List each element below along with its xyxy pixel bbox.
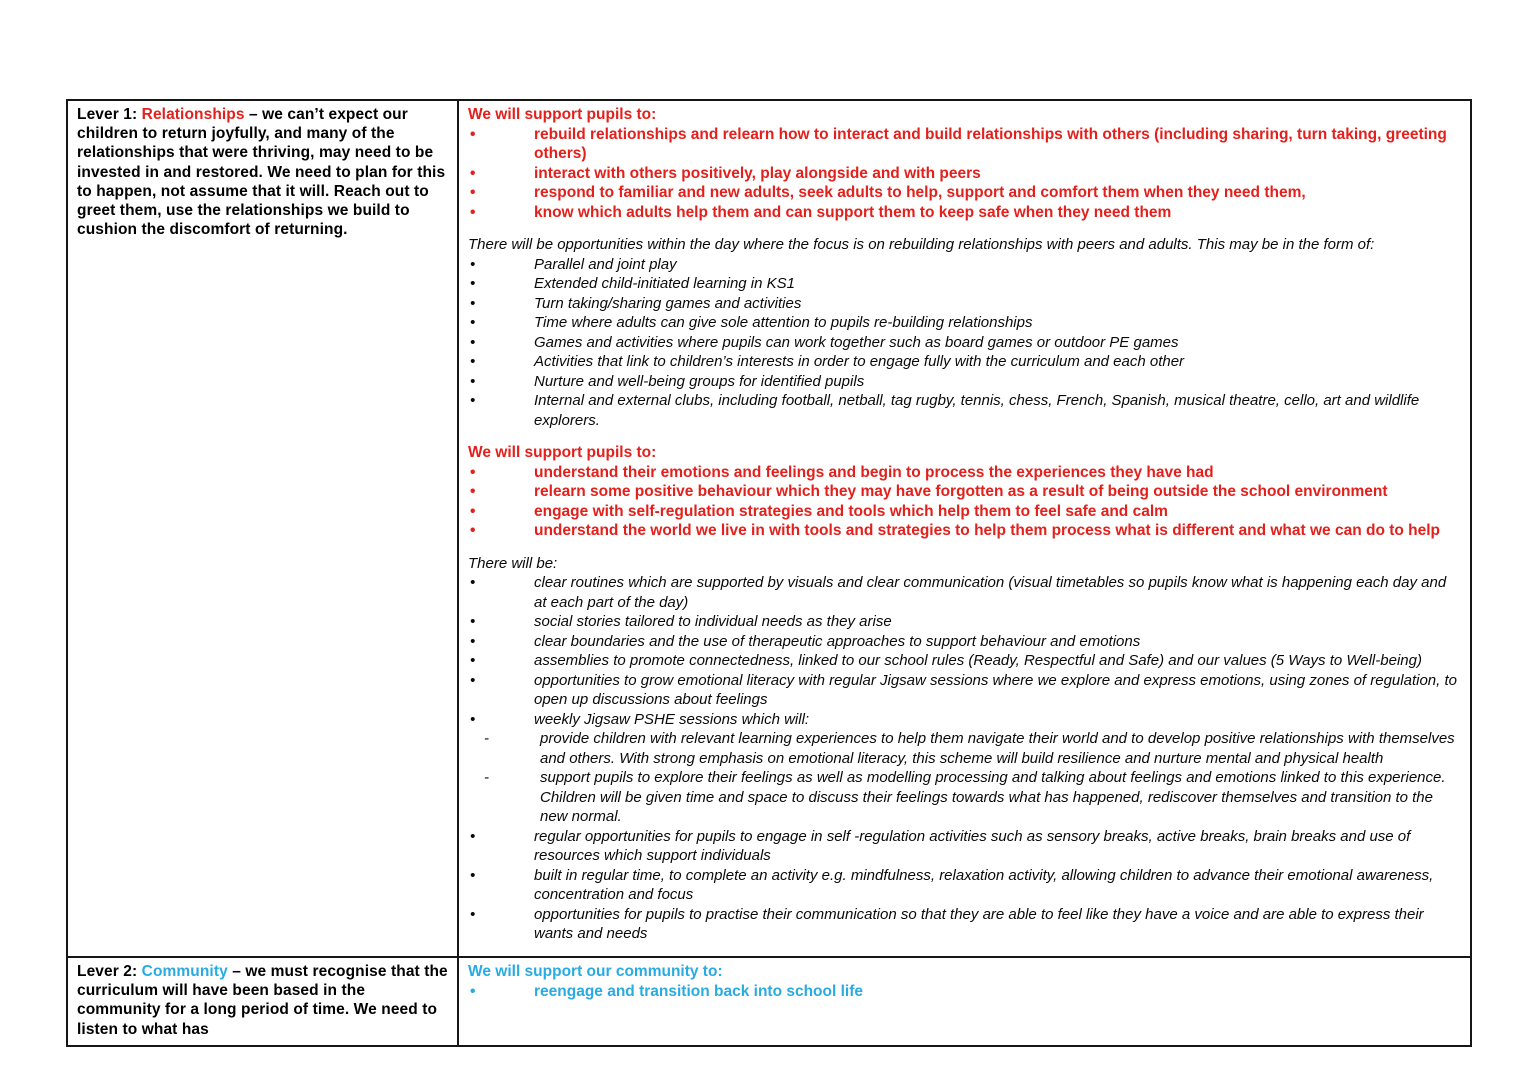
bullet-text: support pupils to explore their feelings as well as modelling processing and talking about feelings and emotions linked to this experience. Children will be given time and space to discuss their feelings towards what has happened, rediscover themselves and transition to the new normal.	[540, 769, 1446, 825]
list-item	[468, 203, 1461, 223]
bullet-icon: •	[470, 522, 476, 539]
table-row	[67, 100, 1471, 957]
lever1-detail-cell	[458, 100, 1471, 957]
lever1-paragraph	[77, 105, 448, 239]
bullet-icon: •	[470, 827, 476, 845]
bullet-icon: •	[470, 710, 476, 728]
bullet-icon: •	[470, 184, 476, 201]
lever2-cell	[67, 957, 458, 1046]
list-item	[468, 710, 1461, 730]
bullet-text: weekly Jigsaw PSHE sessions which will:	[534, 710, 810, 728]
bullet-icon: •	[470, 164, 476, 182]
bullet-icon: •	[470, 632, 476, 650]
bullet-text: assemblies to promote connectedness, linked to our school rules (Ready, Respectful and Safe) and our values (5 Ways to Well-being)	[534, 652, 1422, 669]
list-item	[468, 183, 1461, 203]
bullet-text: opportunities for pupils to practise their communication so that they are able to feel like they have a voice and are able to express their wants and needs	[534, 905, 1424, 942]
bullet-text: provide children with relevant learning experiences to help them navigate their world and to develop positive relationships with themselves and others. With strong emphasis on emotional literacy, this scheme will build resilience and nurture mental and physical health	[540, 730, 1455, 767]
bullet-text: relearn some positive behaviour which they may have forgotten as a result of being outside the school environment	[534, 483, 1388, 500]
lever2-keyword: Community	[141, 963, 228, 980]
bullet-text: Turn taking/sharing games and activities	[534, 294, 802, 312]
list-item	[468, 294, 1461, 314]
section-heading: We will support our community to:	[468, 963, 723, 980]
bullet-text: respond to familiar and new adults, seek adults to help, support and comfort them when they need them,	[534, 184, 1306, 201]
lever2-paragraph	[77, 962, 448, 1039]
bullet-icon: •	[470, 255, 476, 273]
support-pupils-section-1	[468, 105, 1461, 222]
bullet-text: Time where adults can give sole attention to pupils re-building relationships	[534, 314, 1033, 331]
list-item	[468, 827, 1461, 866]
bullet-icon: •	[470, 574, 476, 591]
bullet-icon: •	[470, 125, 476, 143]
list-item	[468, 982, 1461, 1002]
bullet-text: opportunities to grow emotional literacy with regular Jigsaw sessions where we explore and express emotions, using zones of regulation, to open up discussions about feelings	[534, 671, 1457, 708]
bullet-icon: •	[470, 982, 476, 1000]
list-item	[468, 502, 1461, 522]
bullet-text: Nurture and well-being groups for identified pupils	[534, 372, 865, 390]
bullet-text: reengage and transition back into school life	[534, 982, 864, 1000]
list-item	[468, 651, 1461, 671]
list-item	[468, 866, 1461, 905]
bullet-text: Extended child-initiated learning in KS1	[534, 275, 795, 292]
bullet-icon: •	[470, 372, 476, 390]
bullet-text: understand the world we live in with tools and strategies to help them process what is different and what we can do to help	[534, 522, 1441, 539]
there-will-be-section	[468, 554, 1461, 944]
table-row	[67, 957, 1471, 1046]
bullet-text: clear boundaries and the use of therapeutic approaches to support behaviour and emotions	[534, 632, 1141, 650]
bullet-icon: •	[470, 314, 476, 331]
bullet-icon: •	[470, 294, 476, 312]
bullet-text: social stories tailored to individual needs as they arise	[534, 613, 892, 630]
bullet-icon: •	[470, 502, 476, 520]
sub-list-item	[468, 729, 1461, 768]
lever1-cell	[67, 100, 458, 957]
list-item	[468, 482, 1461, 502]
bullet-icon: •	[470, 463, 476, 481]
sub-list-item	[468, 768, 1461, 827]
bullet-icon: •	[470, 275, 476, 292]
bullet-text: understand their emotions and feelings and begin to process the experiences they have had	[534, 463, 1214, 481]
lever1-label: Lever 1:	[77, 106, 142, 123]
bullet-icon: •	[470, 866, 476, 884]
support-pupils-section-2	[468, 443, 1461, 541]
bullet-text: Internal and external clubs, including football, netball, tag rugby, tennis, chess, French, Spanish, musical theatre, cello, art and wildlife explorers.	[534, 392, 1420, 429]
bullet-text: interact with others positively, play alongside and with peers	[534, 164, 981, 182]
opportunities-section	[468, 235, 1461, 430]
bullet-icon: •	[470, 203, 476, 221]
list-item	[468, 255, 1461, 275]
bullet-text: Activities that link to children’s interests in order to engage fully with the curriculum and each other	[534, 353, 1185, 370]
list-item	[468, 313, 1461, 333]
bullet-text: Parallel and joint play	[534, 255, 677, 273]
list-item	[468, 612, 1461, 632]
list-item	[468, 671, 1461, 710]
section-heading: We will support pupils to:	[468, 444, 657, 461]
list-item	[468, 164, 1461, 184]
bullet-icon: •	[470, 905, 476, 923]
bullet-icon: •	[470, 671, 476, 689]
bullet-icon: •	[470, 353, 476, 370]
list-item	[468, 632, 1461, 652]
list-item	[468, 391, 1461, 430]
lever2-detail-cell	[458, 957, 1471, 1046]
bullet-text: built in regular time, to complete an activity e.g. mindfulness, relaxation activity, allowing children to advance their emotional awareness, concentration and focus	[534, 866, 1434, 903]
levers-table	[66, 99, 1472, 1047]
lever1-keyword: Relationships	[141, 106, 245, 123]
list-item	[468, 125, 1461, 164]
dash-icon: -	[484, 769, 489, 786]
lever2-description: – we must recognise that the curriculum will have been based in the community for a long period of time. We need to listen to what has	[77, 963, 448, 1038]
section-intro: There will be:	[468, 554, 558, 572]
bullet-text: clear routines which are supported by visuals and clear communication (visual timetables so pupils know what is happening each day and at each part of the day)	[534, 574, 1447, 611]
section-heading: We will support pupils to:	[468, 106, 657, 123]
bullet-icon: •	[470, 333, 476, 351]
list-item	[468, 372, 1461, 392]
bullet-text: know which adults help them and can support them to keep safe when they need them	[534, 203, 1172, 221]
bullet-text: regular opportunities for pupils to engage in self -regulation activities such as sensory breaks, active breaks, brain breaks and use of resources which support individuals	[534, 827, 1411, 864]
bullet-icon: •	[470, 652, 476, 669]
lever2-label: Lever 2:	[77, 963, 142, 980]
bullet-icon: •	[470, 483, 476, 500]
section-intro: There will be opportunities within the day where the focus is on rebuilding relationships with peers and adults. This may be in the form of:	[468, 236, 1375, 253]
list-item	[468, 463, 1461, 483]
list-item	[468, 905, 1461, 944]
lever1-description: – we can’t expect our children to return joyfully, and many of the relationships that were thriving, may need to be invested in and restored. We need to plan for this to happen, not assume that it will. Reach out to greet them, use the relationships we build to cushion the discomfort of returning.	[77, 106, 446, 239]
support-community-section	[468, 962, 1461, 1001]
bullet-text: Games and activities where pupils can work together such as board games or outdoor PE games	[534, 333, 1179, 351]
list-item	[468, 352, 1461, 372]
bullet-icon: •	[470, 392, 476, 409]
list-item	[468, 521, 1461, 541]
list-item	[468, 573, 1461, 612]
bullet-text: engage with self-regulation strategies and tools which help them to feel safe and calm	[534, 502, 1168, 520]
list-item	[468, 333, 1461, 353]
bullet-icon: •	[470, 613, 476, 630]
bullet-text: rebuild relationships and relearn how to interact and build relationships with others (including sharing, turn taking, greeting others)	[534, 125, 1447, 162]
list-item	[468, 274, 1461, 294]
dash-icon: -	[484, 730, 489, 747]
